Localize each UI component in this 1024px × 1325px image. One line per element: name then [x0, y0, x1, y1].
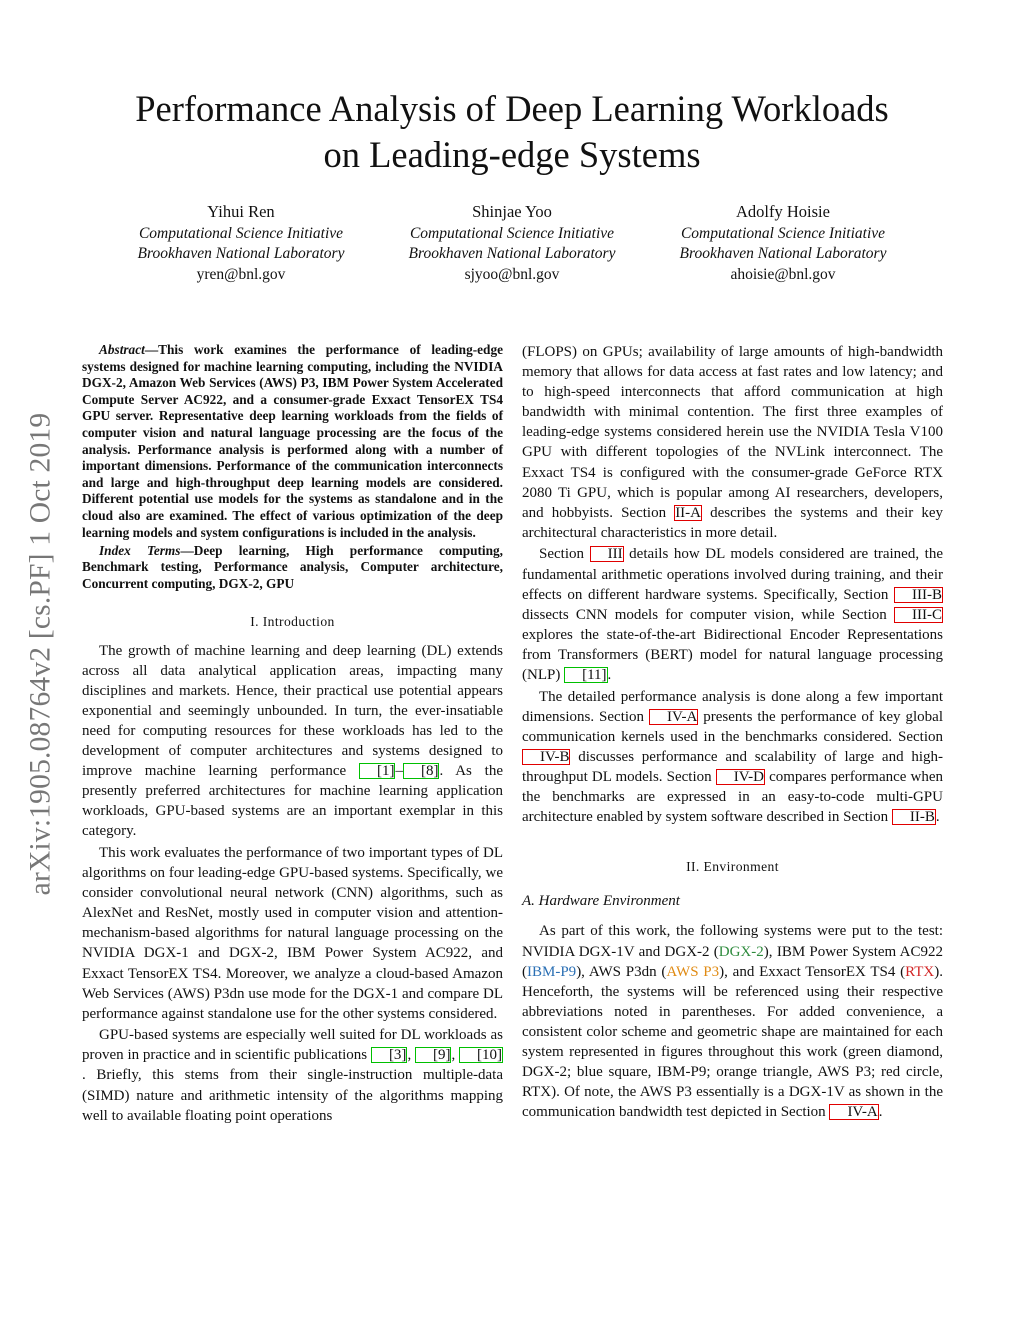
section-link[interactable]: IV-A [649, 709, 698, 725]
text-run: explores the state-of-the-art Bidirectional Encoder Representations from Transformers (BERT) model for natural language processing (NLP) [522, 626, 943, 683]
author-block-2 [367, 202, 657, 285]
section-link[interactable]: IV-D [716, 769, 765, 785]
text-run: , [451, 1047, 460, 1064]
author-affiliation: Computational Science Initiative [138, 224, 344, 242]
text-run: GPU-based systems are especially well suited for DL workloads as proven in practice and in scientific publications [82, 1027, 503, 1064]
section-link[interactable]: III-C [894, 607, 943, 623]
author-block-1 [96, 202, 386, 285]
citation-link[interactable]: [10] [459, 1047, 503, 1063]
author-name: Shinjae Yoo [472, 202, 552, 221]
paper-title [0, 86, 1024, 178]
abstract [82, 342, 503, 592]
system-label-aws: AWS P3 [666, 963, 720, 980]
section-link[interactable]: III [590, 546, 624, 562]
section-link[interactable]: IV-A [829, 1104, 878, 1120]
text-run: Section [539, 546, 590, 563]
author-affiliation: Computational Science Initiative [409, 224, 615, 242]
text-run: . [607, 667, 612, 683]
text-run: . Briefly, this stems from their single-instruction multiple-data (SIMD) nature and arithmetic intensity of the algorithms mapping well to available floating point operations [82, 1067, 503, 1124]
title-line-1: Performance Analysis of Deep Learning Workloads [135, 88, 889, 129]
author-email: sjyoo@bnl.gov [464, 265, 560, 283]
section-link[interactable]: II-B [892, 809, 936, 825]
citation-link[interactable]: [9] [415, 1047, 452, 1063]
index-terms-text: —Deep learning, High performance computing, Benchmark testing, Performance analysis, Computer architecture, Concurrent computing, DGX-2, GPU [82, 542, 503, 591]
text-run: describes the systems and their key architectural characteristics in more detail. [522, 504, 943, 541]
text-run: (FLOPS) on GPUs; availability of large amounts of high-bandwidth memory that allows for data access at fast rates and low latency; and to high-speed interconnects that afford communication at high bandwidth with minimal contention. The first three examples of leading-edge systems considered herein use the NVIDIA Tesla V100 GPU with different topologies of the NVLink interconnect. The Exxact TS4 is configured with the consumer-grade GeForce RTX 2080 Ti GPU, which is popular among AI researchers, developers, and hobbyists. Section [522, 344, 943, 521]
text-run: , [407, 1047, 412, 1064]
right-paragraph-4 [522, 921, 943, 1122]
text-run: dissects CNN models for computer vision, while Section [522, 606, 894, 623]
text-run: discusses performance and scalability of large and high-throughput DL models. Section [522, 748, 943, 785]
section-link[interactable]: II-A [675, 504, 702, 521]
author-email: yren@bnl.gov [196, 265, 286, 283]
arxiv-sidebar [23, 374, 59, 934]
section-heading-introduction: I. Introduction [250, 614, 335, 630]
text-run: compares performance when the benchmarks are expressed in an easy-to-code multi-GPU architecture enabled by system software described in Section [522, 768, 943, 826]
text-run: ), and Exxact TensorEX TS4 ( [719, 963, 906, 980]
index-terms-label: Index Terms [99, 542, 181, 558]
citation-link[interactable]: [3] [371, 1047, 408, 1063]
citation-link[interactable]: [11] [564, 667, 607, 683]
system-label-rtx: RTX [905, 963, 935, 980]
author-name: Adolfy Hoisie [736, 202, 830, 221]
author-institution: Brookhaven National Laboratory [137, 245, 345, 262]
subsection-heading-hardware: A. Hardware Environment [522, 893, 680, 910]
text-run: presents the performance of key global communication kernels used in the benchmarks considered. Section [522, 708, 943, 745]
system-label-dgx2: DGX-2 [718, 943, 764, 960]
intro-paragraph-1 [82, 641, 503, 842]
section-link[interactable]: IV-B [522, 749, 570, 765]
text-run: – [395, 763, 403, 780]
section-heading-environment: II. Environment [686, 859, 779, 875]
text-run: As part of this work, the following systems were put to the test: NVIDIA DGX-1V and DGX-2 ( [522, 923, 943, 960]
author-institution: Brookhaven National Laboratory [408, 245, 616, 262]
left-column [82, 342, 503, 1126]
author-email: ahoisie@bnl.gov [730, 265, 836, 283]
text-run: details how DL models considered are trained, the fundamental arithmetic operations involved during training, and their effects on different hardware systems. Specifically, Section [522, 546, 943, 603]
section-link[interactable]: III-B [894, 587, 943, 603]
citation-link[interactable]: [1] [359, 763, 396, 779]
text-run: . [935, 809, 940, 826]
text-run: ), AWS P3dn ( [576, 963, 667, 980]
intro-paragraph-3 [82, 1025, 503, 1125]
text-run: . As the presently preferred architectures for machine learning application workloads, GPU-based systems are an important exemplar in this category. [82, 763, 504, 840]
system-label-ibm: IBM-P9 [527, 963, 577, 980]
text-run: ). Henceforth, the systems will be referenced using their respective abbreviations noted in parentheses. For added convenience, a consistent color scheme and geometric shape are maintained for each system represented in figures throughout this work (green diamond, DGX-2; blue square, IBM-P9; orange triangle, AWS P3; red circle, RTX). Of note, the AWS P3 essentially is a DGX-1V as shown in the communication bandwidth test depicted in Section [522, 963, 943, 1121]
arxiv-stamp: arXiv:1905.08764v2 [cs.PF] 1 Oct 2019 [24, 412, 57, 896]
intro-paragraph-2: This work evaluates the performance of two important types of DL algorithms on four leading-edge GPU-based systems. Specifically, we consider convolutional neural network (CNN) algorithms, such as AlexNet and ResNet, mostly used in computer vision and attention-mechanism-based algorithms for natural language processing on the NVIDIA DGX-1 and DGX-2, IBM Power System AC922, and Exxact TensorEX TS4. Moreover, we analyze a cloud-based Amazon Web Services (AWS) P3dn use mode for the DGX-1 and compare DL performance against standalone use for the other systems considered. [82, 844, 503, 1022]
right-paragraph-3 [522, 687, 943, 828]
citation-link[interactable]: [8] [403, 763, 440, 779]
right-paragraph-2 [522, 544, 943, 685]
text-run: The growth of machine learning and deep learning (DL) extends across all data analytical application areas, impacting many disciplines and markets. Hence, their practical use potential appears exponential and seemingly unbounded. In turn, the ever-insatiable need for computing resources for these workloads has led to the development of computer architectures and systems designed to improve machine learning performance [82, 642, 503, 780]
title-line-2: on Leading-edge Systems [323, 134, 701, 175]
author-name: Yihui Ren [207, 202, 275, 221]
right-paragraph-1 [522, 342, 943, 543]
author-institution: Brookhaven National Laboratory [679, 245, 887, 262]
text-run: . [878, 1104, 883, 1121]
author-affiliation: Computational Science Initiative [680, 224, 886, 242]
abstract-label: Abstract [99, 342, 145, 357]
text-run: ), IBM Power System AC922 ( [522, 943, 943, 980]
author-block-3 [638, 202, 928, 285]
right-column [522, 342, 943, 1122]
abstract-text: —This work examines the performance of leading-edge systems designed for machine learning computing, including the NVIDIA DGX-2, Amazon Web Services (AWS) P3, IBM Power System Accelerated Compute Server AC922, and a consumer-grade Exxact TensorEX TS4 GPU server. Representative deep learning workloads from the fields of computer vision and natural language processing are the focus of the analysis. Performance analysis is performed along with a number of important dimensions. Performance of the communication interconnects and large and high-throughput deep learning models are considered. Different potential use models for the systems as standalone and in the cloud also are examined. The effect of various optimization of the deep learning models and system configurations is included in the analysis. [82, 342, 503, 540]
text-run: The detailed performance analysis is done along a few important dimensions. Section [522, 688, 943, 725]
